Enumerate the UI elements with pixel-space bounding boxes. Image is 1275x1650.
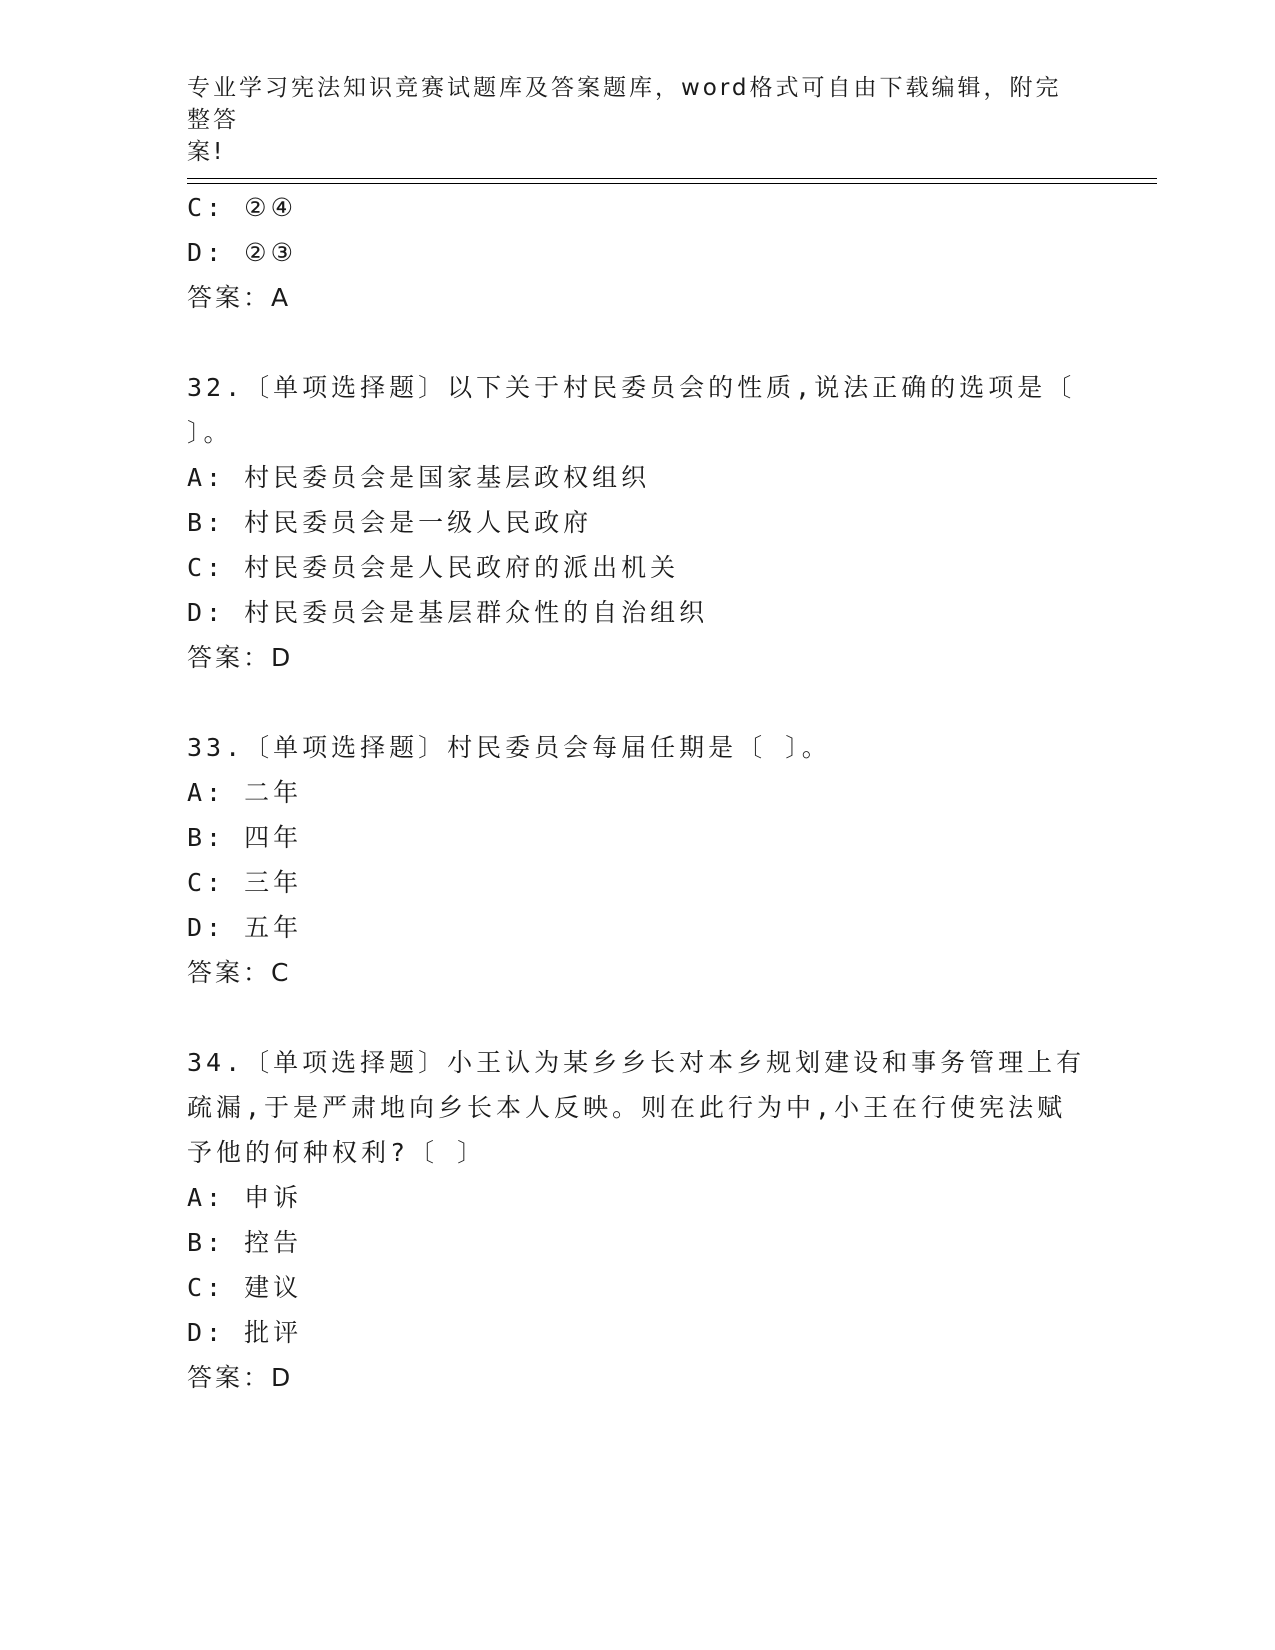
- q31-answer: 答案：A: [187, 283, 292, 312]
- q32-stem-line-1: 32.〔单项选择题〕以下关于村民委员会的性质,说法正确的选项是〔: [187, 373, 1076, 402]
- q32-answer: 答案：D: [187, 643, 294, 672]
- q33-option-c: C: 三年: [187, 868, 303, 897]
- q34-answer: 答案：D: [187, 1363, 294, 1392]
- q31-option-d: D: ②③: [187, 238, 297, 267]
- q34-stem-line-2: 疏漏,于是严肃地向乡长本人反映。则在此行为中,小王在行使宪法赋: [187, 1093, 1067, 1122]
- q33-answer: 答案：C: [187, 958, 292, 987]
- q33-option-b: B: 四年: [187, 823, 303, 852]
- q34-option-a: A: 申诉: [187, 1183, 303, 1212]
- q33-option-a: A: 二年: [187, 778, 303, 807]
- q31-option-c: C: ②④: [187, 193, 297, 222]
- q34-option-d: D: 批评: [187, 1318, 303, 1347]
- header-line-2: 案!: [187, 139, 226, 165]
- q34-stem-line-1: 34.〔单项选择题〕小王认为某乡乡长对本乡规划建设和事务管理上有: [187, 1048, 1086, 1077]
- q33-option-d: D: 五年: [187, 913, 303, 942]
- q32-stem-line-2: 〕。: [187, 418, 233, 447]
- q33-stem-line-1: 33.〔单项选择题〕村民委员会每届任期是〔 〕。: [187, 733, 831, 762]
- q32-option-d: D: 村民委员会是基层群众性的自治组织: [187, 598, 709, 627]
- q34-stem-line-3: 予他的何种权利?〔 〕: [187, 1138, 487, 1167]
- q32-option-c: C: 村民委员会是人民政府的派出机关: [187, 553, 680, 582]
- q32-option-a: A: 村民委员会是国家基层政权组织: [187, 463, 651, 492]
- header-rule-top: [187, 178, 1157, 179]
- q34-option-b: B: 控告: [187, 1228, 303, 1257]
- header-rule-bottom: [187, 183, 1157, 184]
- q34-option-c: C: 建议: [187, 1273, 303, 1302]
- header-line-1: 专业学习宪法知识竞赛试题库及答案题库，word格式可自由下载编辑，附完整答: [187, 75, 1062, 133]
- q32-option-b: B: 村民委员会是一级人民政府: [187, 508, 593, 537]
- page-header: [187, 72, 1067, 168]
